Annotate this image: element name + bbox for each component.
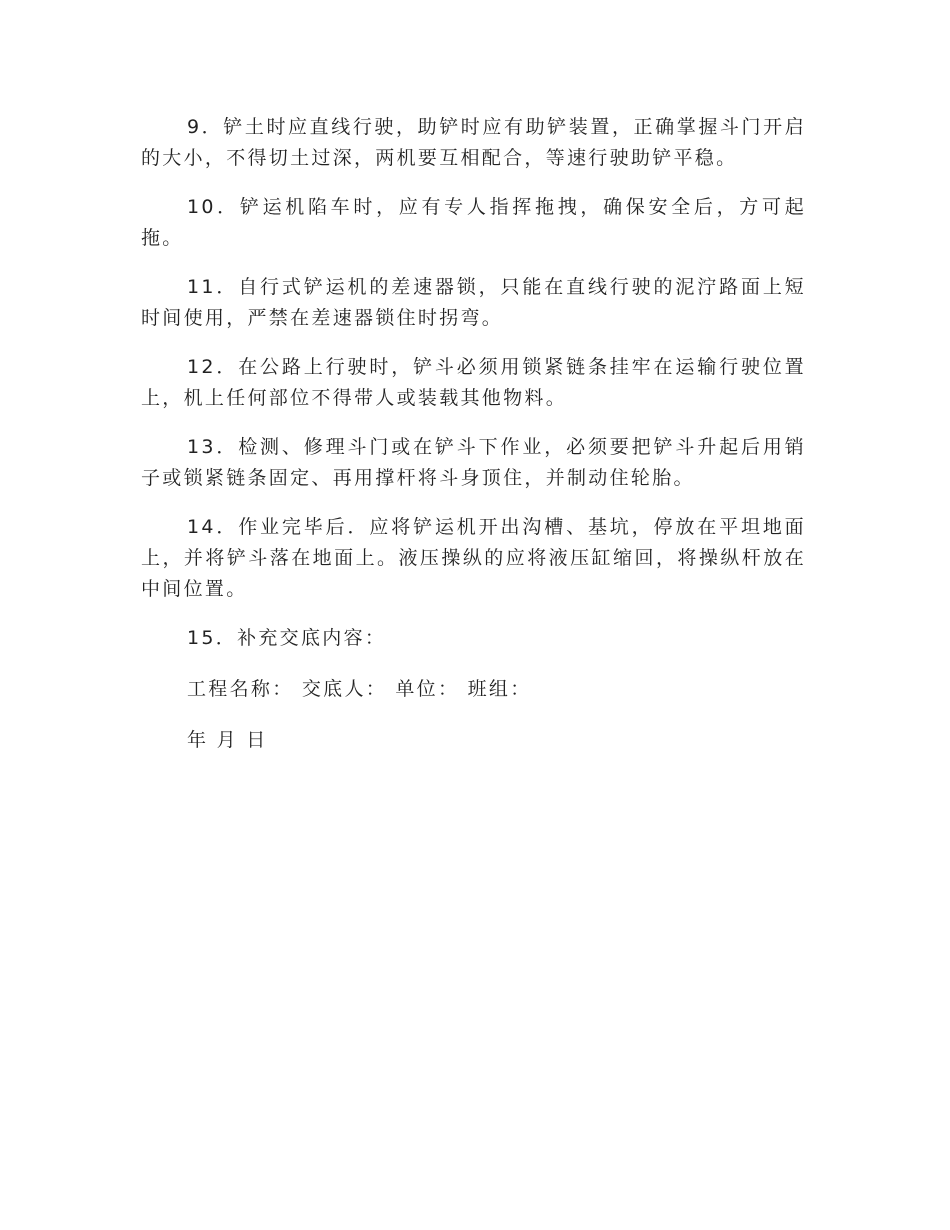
paragraph-item-15: 15．补充交底内容： xyxy=(187,627,387,649)
paragraph-item-13: 13．检测、修理斗门或在铲斗下作业，必须要把铲斗升起后用销子或锁紧链条固定、再用撑杆将斗身顶住，并制动住轮胎。 xyxy=(141,436,806,489)
document-body xyxy=(141,112,806,776)
paragraph-item-12: 12．在公路上行驶时，铲斗必须用锁紧链条挂牢在运输行驶位置上，机上任何部位不得带人或装载其他物料。 xyxy=(141,356,806,409)
paragraph-item-10: 10．铲运机陷车时，应有专人指挥拖拽，确保安全后，方可起拖。 xyxy=(141,196,806,249)
paragraph-item-11: 11．自行式铲运机的差速器锁，只能在直线行驶的泥泞路面上短时间使用，严禁在差速器锁住时拐弯。 xyxy=(141,276,806,329)
date-line: 年 月 日 xyxy=(187,729,268,751)
paragraph-item-14: 14．作业完毕后．应将铲运机开出沟槽、基坑，停放在平坦地面上，并将铲斗落在地面上。液压操纵的应将液压缸缩回，将操纵杆放在中间位置。 xyxy=(141,516,806,600)
paragraph-item-9: 9．铲土时应直线行驶，助铲时应有助铲装置，正确掌握斗门开启的大小，不得切土过深，两机要互相配合，等速行驶助铲平稳。 xyxy=(141,116,806,169)
signature-fields-line: 工程名称： 交底人： 单位： 班组： xyxy=(187,678,532,700)
